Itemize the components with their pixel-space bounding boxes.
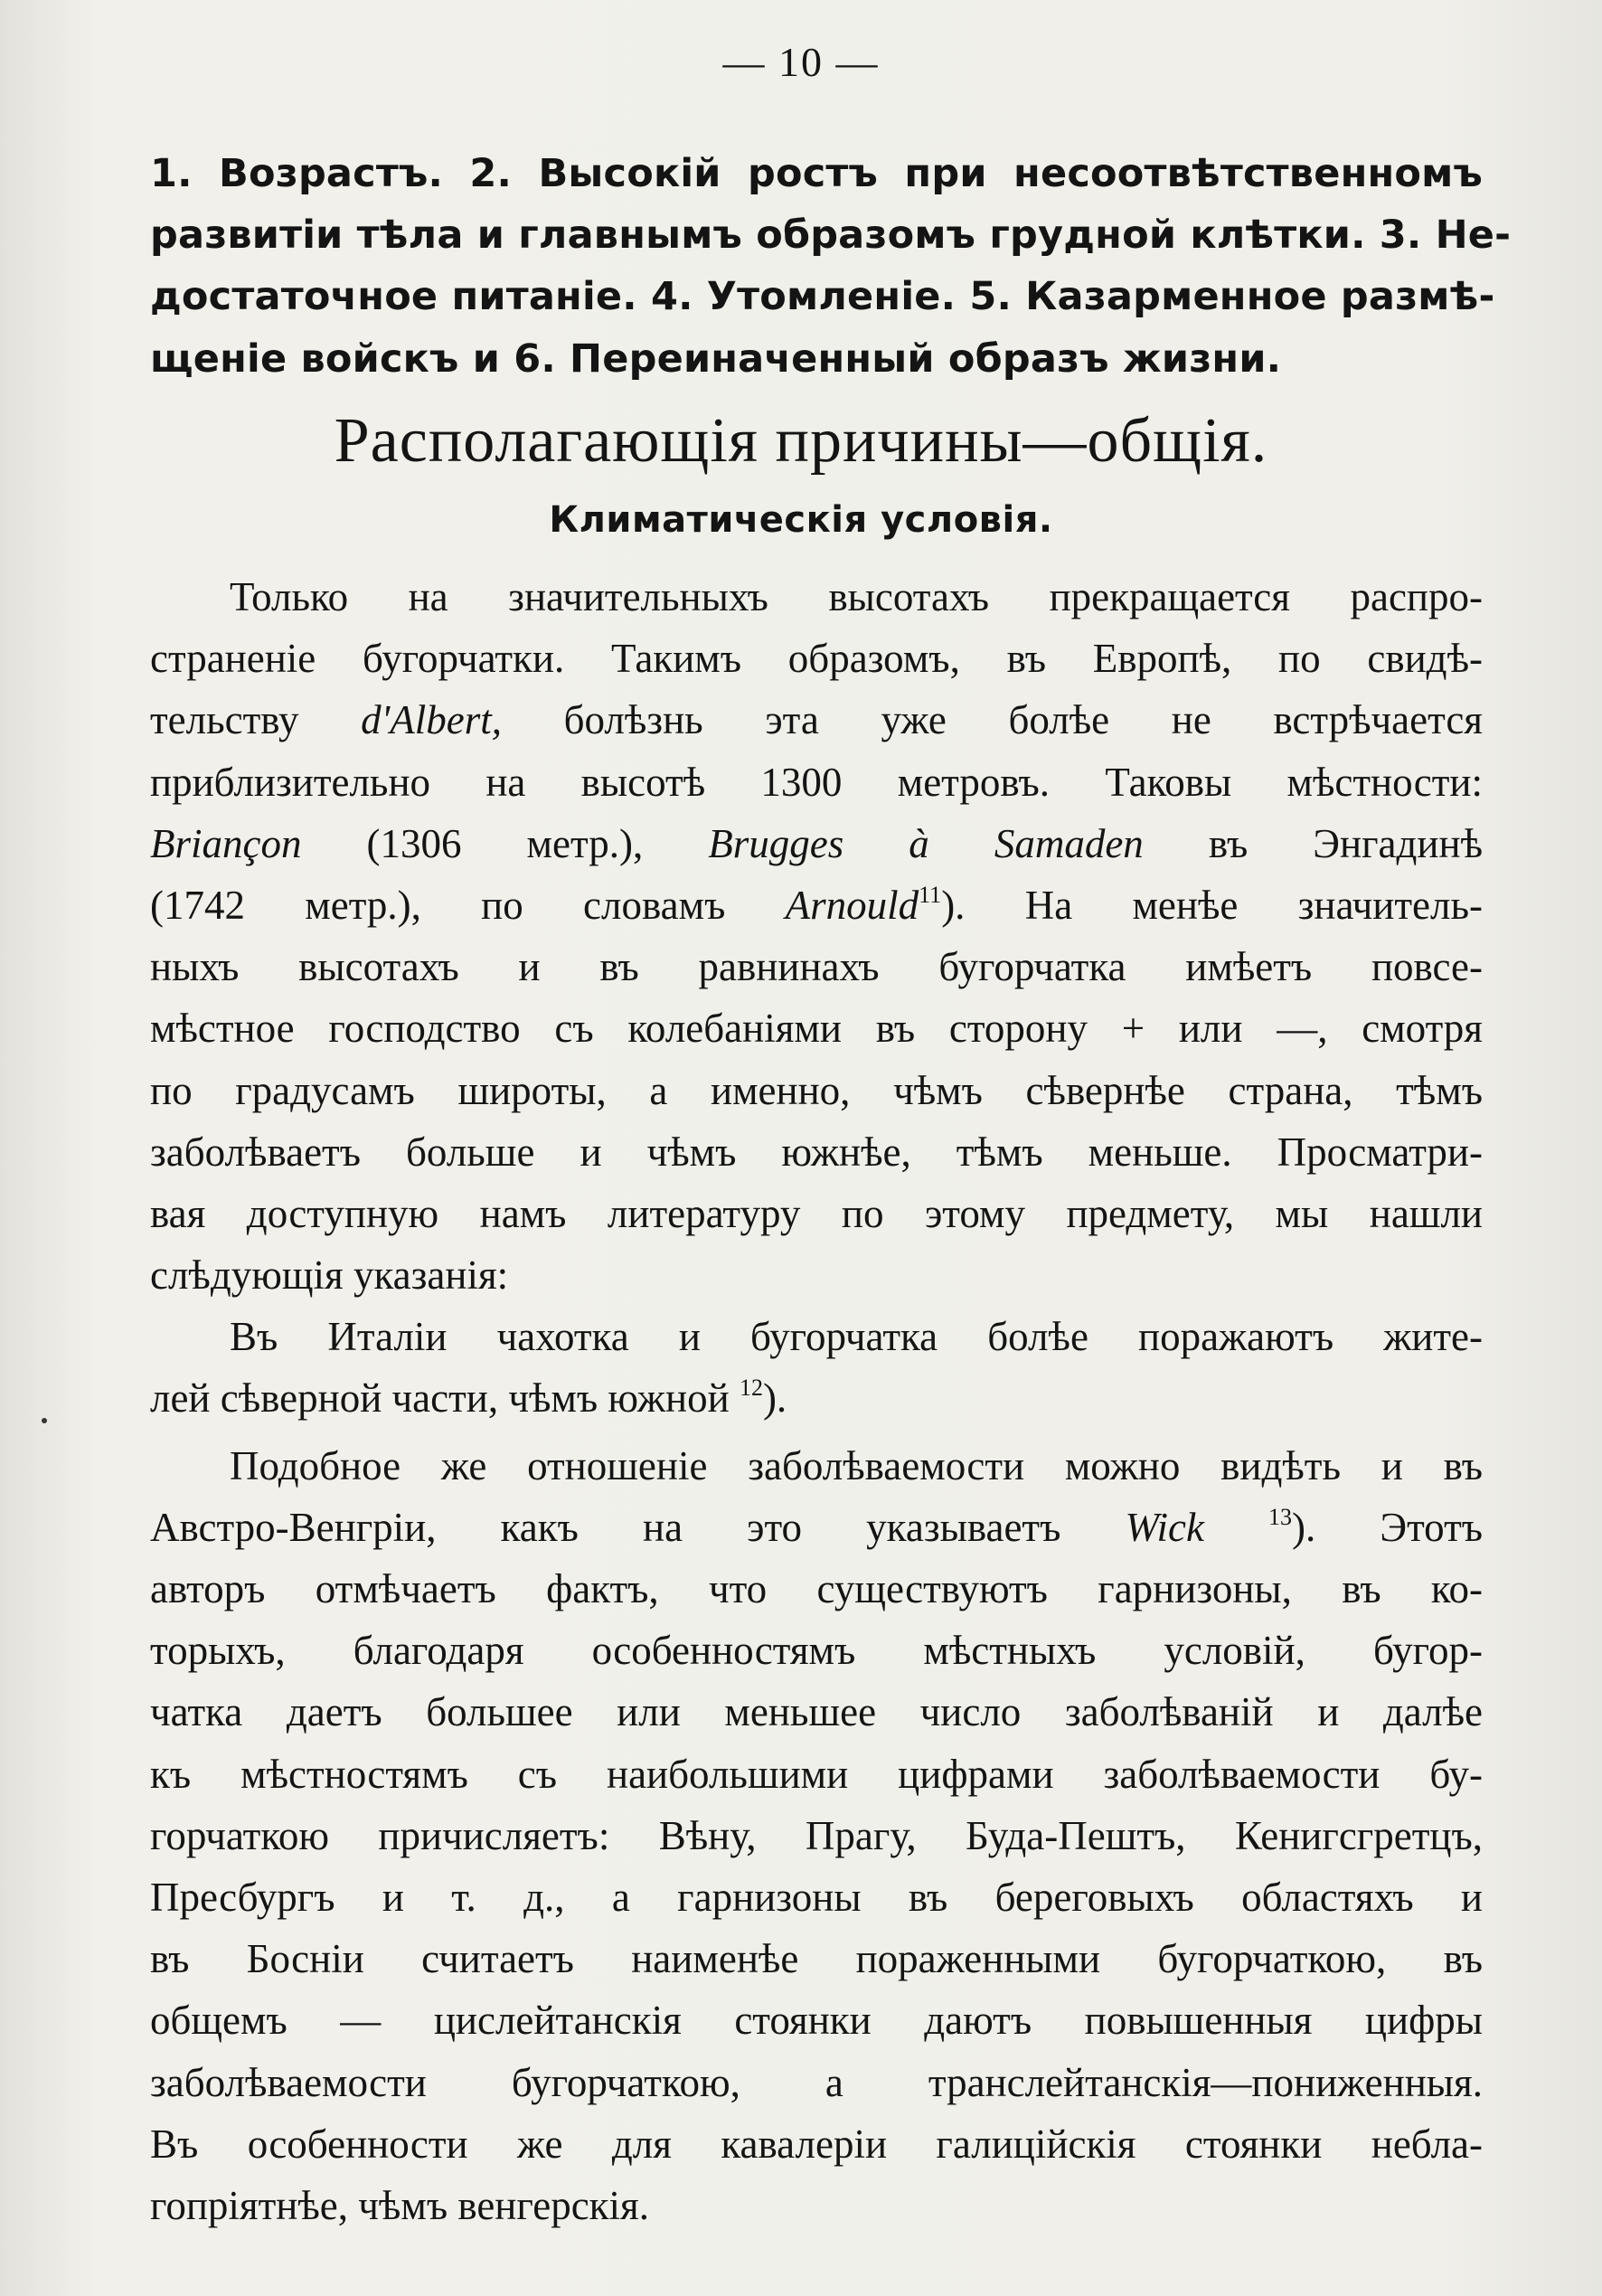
author-name: Arnould	[785, 882, 919, 928]
text-line: вая доступную намъ литературу по этому предмету, мы нашли	[150, 1190, 1483, 1236]
footnote-ref: 12	[739, 1375, 763, 1402]
text-line: слѣдующія указанія:	[150, 1252, 509, 1299]
text-fragment: ). Этотъ	[1292, 1504, 1484, 1550]
text-line: мѣстное господство съ колебаніями въ сторону + или —, смотря	[150, 1006, 1483, 1052]
text-line	[150, 689, 1483, 751]
text-line: Подобное же отношеніе заболѣваемости можно видѣть и въ	[230, 1442, 1483, 1488]
text-line: Только на значительныхъ высотахъ прекращается распро-	[230, 574, 1483, 619]
text-line: къ мѣстностямъ съ наибольшими цифрами заболѣваемости бу-	[150, 1751, 1483, 1797]
text-fragment: тельству	[150, 697, 299, 743]
place-name: Brugges à Samaden	[708, 820, 1144, 866]
text-fragment: ).	[762, 1375, 787, 1422]
text-fragment: (1742 метр.), по словамъ	[150, 882, 726, 928]
footnote-ref: 13	[1268, 1503, 1293, 1530]
risk-factor-list	[150, 145, 1512, 392]
text-fragment: ). На менѣе значитель-	[941, 882, 1483, 928]
subsection-title: Климатическія условія.	[549, 499, 1053, 541]
text-fragment: лей сѣверной части, чѣмъ южной	[150, 1375, 730, 1422]
text-line: горчаткою причисляетъ: Вѣну, Прагу, Буда-Пештъ, Кенигсгретцъ,	[150, 1812, 1483, 1858]
text-line	[150, 813, 1483, 874]
text-line: авторъ отмѣчаетъ фактъ, что существуютъ гарнизоны, въ ко-	[150, 1566, 1483, 1611]
text-line: Въ Италіи чахотка и бугорчатка болѣе поражаютъ жите-	[230, 1314, 1483, 1360]
text-line: чатка даетъ большее или меньшее число заболѣваній и далѣе	[150, 1689, 1483, 1735]
list-line: достаточное питаніе. 4. Утомленіе. 5. Казарменное размѣ-	[150, 274, 1495, 320]
text-line: приблизительно на высотѣ 1300 метровъ. Таковы мѣстности:	[150, 759, 1483, 805]
list-line: развитіи тѣла и главнымъ образомъ грудной клѣтки. 3. Не-	[150, 213, 1512, 259]
text-line	[150, 1497, 1483, 1558]
text-line: общемъ — цислейтанскія стоянки даютъ повышенныя цифры	[150, 1998, 1483, 2044]
section-title: Располагающія причины—общія.	[334, 406, 1268, 476]
footnote-ref: 11	[919, 881, 942, 908]
text-line: заболѣваетъ больше и чѣмъ южнѣе, тѣмъ меньше. Просматри-	[150, 1129, 1483, 1175]
author-name: d'Albert,	[361, 697, 502, 743]
text-fragment: болѣзнь эта уже болѣе не встрѣчается	[563, 697, 1484, 743]
text-fragment: Австро-Венгріи, какъ на это указываетъ	[150, 1504, 1061, 1550]
list-line: щеніе войскъ и 6. Переиначенный образъ жизни.	[150, 335, 1282, 382]
body-text	[150, 566, 1483, 2236]
text-line	[150, 874, 1483, 936]
text-line: въ Босніи считаетъ наименѣе пораженными бугорчаткою, въ	[150, 1936, 1483, 1982]
margin-speck	[42, 1418, 47, 1423]
text-line	[150, 1367, 1483, 1429]
text-line: торыхъ, благодаря особенностямъ мѣстныхъ условій, бугор-	[150, 1628, 1483, 1674]
page-number: — 10 —	[722, 39, 880, 85]
list-line: 1. Возрастъ. 2. Высокій ростъ при несоотвѣтственномъ	[150, 151, 1483, 196]
text-line: страненіе бугорчатки. Такимъ образомъ, въ Европѣ, по свидѣ-	[150, 636, 1483, 682]
author-name: Wick	[1125, 1504, 1204, 1550]
text-line: заболѣваемости бугорчаткою, а транслейтанскія—пониженныя.	[150, 2059, 1483, 2105]
place-name: Briançon	[150, 820, 302, 866]
text-line: по градусамъ широты, а именно, чѣмъ сѣвернѣе страна, тѣмъ	[150, 1067, 1483, 1113]
text-fragment: въ Энгадинѣ	[1208, 820, 1484, 866]
text-line: ныхъ высотахъ и въ равнинахъ бугорчатка имѣетъ повсе-	[150, 944, 1483, 990]
text-fragment: (1306 метр.),	[366, 820, 644, 866]
text-line: Пресбургъ и т. д., а гарнизоны въ береговыхъ областяхъ и	[150, 1874, 1483, 1920]
text-line: Въ особенности же для кавалеріи галиційскія стоянки небла-	[150, 2121, 1483, 2167]
text-line: гопріятнѣе, чѣмъ венгерскія.	[150, 2182, 649, 2228]
